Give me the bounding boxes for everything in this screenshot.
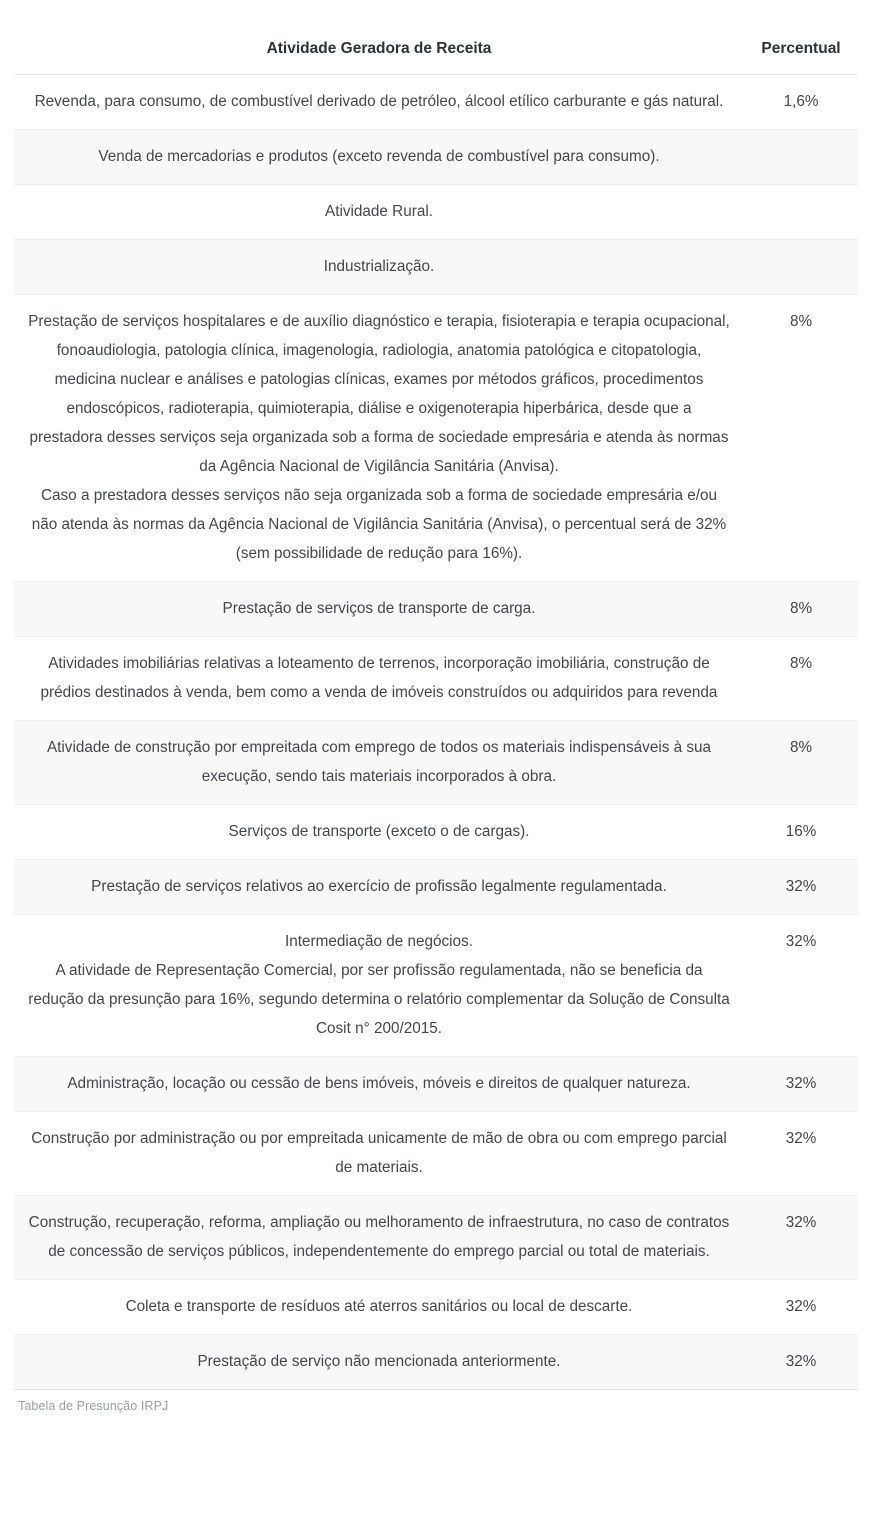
cell-activity: Serviços de transporte (exceto o de cargas). [14,805,744,860]
table-row [14,915,858,1057]
cell-percent [744,185,858,240]
table-row [14,130,858,185]
table-body [14,75,858,1390]
cell-activity-paragraph-1: Prestação de serviços hospitalares e de auxílio diagnóstico e terapia, fisioterapia e terapia ocupacional, fonoaudiologia, patologia clínica, imagenologia, radiologia, anatomia patológica e citopatologia, medicina nuclear e análises e patologias clínicas, exames por métodos gráficos, procedimentos endoscópicos, radioterapia, quimioterapia, diálise e oxigenoterapia hiperbárica, desde que a prestadora desses serviços seja organizada sob a forma de sociedade empresária e atenda às normas da Agência Nacional de Vigilância Sanitária (Anvisa). [28,313,730,475]
table-row [14,1057,858,1112]
cell-percent: 32% [744,1057,858,1112]
cell-activity: Prestação de serviços de transporte de carga. [14,582,744,637]
table-header-row [14,26,858,75]
cell-activity [14,295,744,582]
cell-percent: 1,6% [744,75,858,130]
table-row [14,582,858,637]
table-row [14,1280,858,1335]
table-row [14,240,858,295]
cell-percent: 8% [744,582,858,637]
column-header-activity: Atividade Geradora de Receita [14,26,744,75]
column-header-percent: Percentual [744,26,858,75]
cell-percent: 32% [744,1196,858,1280]
table-row [14,637,858,721]
cell-activity: Prestação de serviços relativos ao exercício de profissão legalmente regulamentada. [14,860,744,915]
cell-activity: Atividade Rural. [14,185,744,240]
cell-percent: 32% [744,860,858,915]
cell-activity: Atividades imobiliárias relativas a loteamento de terrenos, incorporação imobiliária, construção de prédios destinados à venda, bem como a venda de imóveis construídos ou adquiridos para revenda [14,637,744,721]
cell-activity: Coleta e transporte de resíduos até aterros sanitários ou local de descarte. [14,1280,744,1335]
cell-percent: 32% [744,915,858,1057]
cell-activity: Construção por administração ou por empreitada unicamente de mão de obra ou com emprego parcial de materiais. [14,1112,744,1196]
cell-activity-paragraph-2: Caso a prestadora desses serviços não seja organizada sob a forma de sociedade empresária e/ou não atenda às normas da Agência Nacional de Vigilância Sanitária (Anvisa), o percentual será de 32% (sem possibilidade de redução para 16%). [31,487,727,562]
cell-percent [744,240,858,295]
table-row [14,75,858,130]
cell-percent: 8% [744,637,858,721]
cell-activity: Construção, recuperação, reforma, ampliação ou melhoramento de infraestrutura, no caso de contratos de concessão de serviços públicos, independentemente do emprego parcial ou total de materiais. [14,1196,744,1280]
cell-activity [14,915,744,1057]
cell-activity: Industrialização. [14,240,744,295]
table-row [14,805,858,860]
table-row [14,1196,858,1280]
cell-activity: Revenda, para consumo, de combustível derivado de petróleo, álcool etílico carburante e gás natural. [14,75,744,130]
table-caption: Tabela de Presunção IRPJ [18,1399,169,1413]
cell-percent: 16% [744,805,858,860]
cell-activity: Administração, locação ou cessão de bens imóveis, móveis e direitos de qualquer natureza. [14,1057,744,1112]
presumption-table [14,26,858,1390]
cell-percent: 32% [744,1280,858,1335]
cell-percent: 32% [744,1112,858,1196]
table-row [14,295,858,582]
cell-percent: 8% [744,721,858,805]
table-header [14,26,858,75]
cell-percent: 8% [744,295,858,582]
cell-activity: Venda de mercadorias e produtos (exceto revenda de combustível para consumo). [14,130,744,185]
table-row [14,1335,858,1390]
cell-activity: Atividade de construção por empreitada com emprego de todos os materiais indispensáveis à sua execução, sendo tais materiais incorporados à obra. [14,721,744,805]
table-row [14,185,858,240]
table-row [14,1112,858,1196]
table-row [14,860,858,915]
cell-percent [744,130,858,185]
cell-activity-paragraph-2: A atividade de Representação Comercial, por ser profissão regulamentada, não se beneficia da redução da presunção para 16%, segundo determina o relatório complementar da Solução de Consulta Cosit n° 200/2015. [28,962,730,1037]
cell-percent: 32% [744,1335,858,1390]
cell-activity: Prestação de serviço não mencionada anteriormente. [14,1335,744,1390]
table-row [14,721,858,805]
cell-activity-paragraph-1: Intermediação de negócios. [285,933,473,950]
